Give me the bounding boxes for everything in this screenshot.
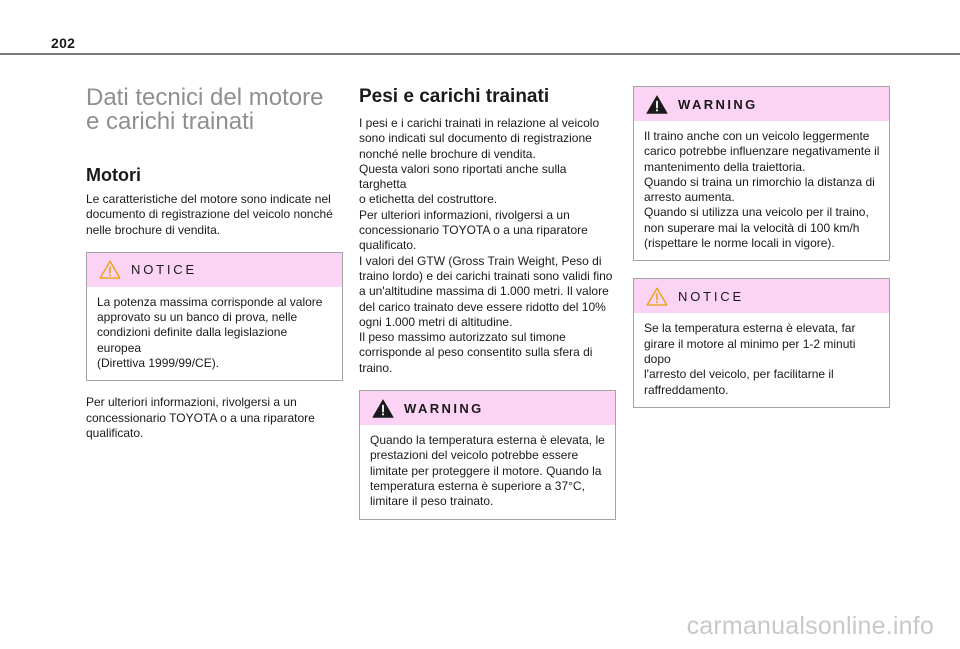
warning-label: WARNING	[404, 400, 484, 416]
caution-triangle-outline-icon	[99, 260, 121, 279]
notice-text: Se la temperatura esterna è elevata, far girare il motore al minimo per 1-2 minuti dopo l'arresto del veicolo, per facilitarne il raffreddamento.	[644, 321, 856, 397]
engine-outro-text: Per ulteriori informazioni, rivolgersi a un concessionario TOYOTA o a una riparatore qualificato.	[86, 395, 315, 440]
column-towing-safety	[633, 86, 890, 408]
notice-box-idle	[633, 278, 890, 407]
warning-label: WARNING	[678, 96, 758, 112]
notice-box-header	[87, 253, 342, 287]
notice-box-header	[634, 279, 889, 313]
warning-text: Il traino anche con un veicolo leggermente carico potrebbe influenzare negativamente il mantenimento della traiettoria. Quando si traina un rimorchio la distanza di arresto aumenta. Quando si utilizza una veicolo per il traino, non superare mai la velocità di 100 km/h (rispettare le norme locali in vigore).	[644, 129, 880, 251]
notice-box-engine-power	[86, 252, 343, 381]
weights-body-text: I pesi e i carichi trainati in relazione al veicolo sono indicati sul documento di registrazione nonché nelle brochure di vendita. Questa valori sono riportati anche sulla targhetta o etichetta del costruttore. Per ulteriori informazioni, rivolgersi a un concessionario TOYOTA o a una riparatore qualificato. I valori del GTW (Gross Train Weight, Peso di traino lordo) e dei carichi trainati sono validi fino a un'altitudine massima di 1.000 metri. Il valore del carico trainato deve essere ridotto del 10% ogni 1.000 metri di altitudine. Il peso massimo autorizzato sul timone corrisponde al peso consentito sulla sfera di traino.	[359, 116, 613, 375]
warning-box-header	[634, 87, 889, 121]
subhead-engines: Motori	[86, 165, 141, 185]
page-number: 202	[51, 35, 76, 51]
notice-label: NOTICE	[131, 262, 197, 278]
column-weights	[359, 86, 616, 520]
notice-text: La potenza massima corrisponde al valore approvato su un banco di prova, nelle condizioni definite dalla legislazione europea (Direttiva 1999/99/CE).	[97, 294, 323, 371]
warning-triangle-filled-icon	[646, 95, 668, 114]
section-title: Dati tecnici del motore e carichi trainati	[86, 84, 324, 135]
warning-box-towing	[633, 86, 890, 261]
warning-box-header	[360, 391, 615, 425]
header-rule	[0, 53, 960, 55]
watermark-text: carmanualsonline.info	[686, 612, 934, 640]
warning-triangle-filled-icon	[372, 399, 394, 418]
warning-box-temperature	[359, 390, 616, 519]
caution-triangle-outline-icon	[646, 287, 668, 306]
notice-label: NOTICE	[678, 288, 744, 304]
warning-text: Quando la temperatura esterna è elevata, le prestazioni del veicolo potrebbe essere limitate per proteggere il motore. Quando la temperatura esterna è superiore a 37°C, limitare il peso trainato.	[370, 433, 605, 509]
subhead-weights: Pesi e carichi trainati	[359, 86, 550, 107]
engine-intro-text: Le caratteristiche del motore sono indicate nel documento di registrazione del veicolo nonché nelle brochure di vendita.	[86, 192, 333, 237]
column-engine	[86, 86, 343, 441]
